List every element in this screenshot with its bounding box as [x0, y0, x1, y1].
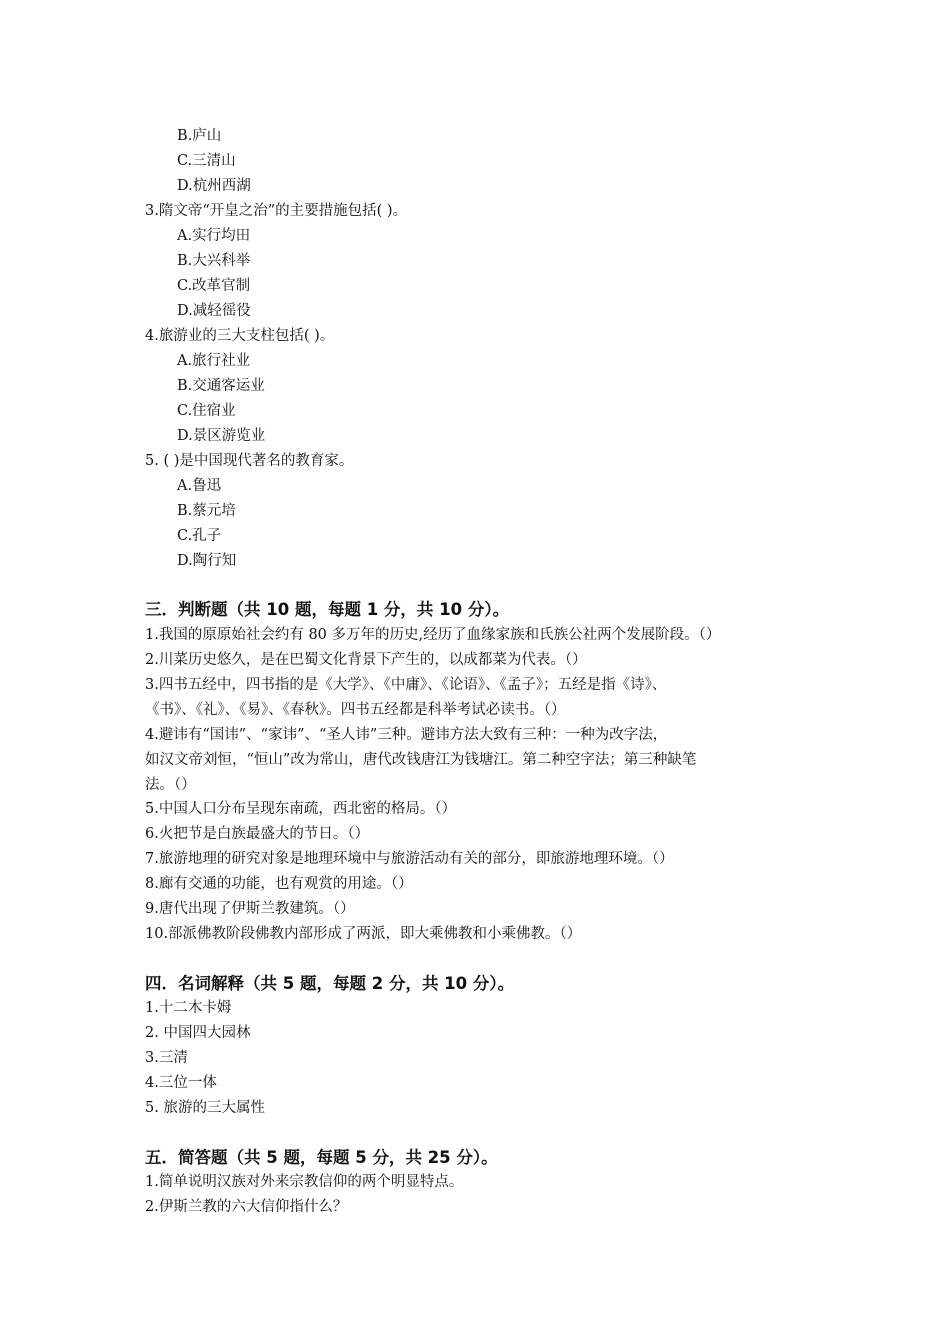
- q2-option-b: B.庐山: [177, 128, 222, 144]
- q2-option-d: D.杭州西湖: [177, 178, 251, 194]
- tf-line-3: 3.四书五经中，四书指的是《大学》、《中庸》、《论语》、《孟子》；五经是指《诗》、: [145, 677, 667, 693]
- section3-title: 三．判断题（共 10 题，每题 1 分，共 10 分）。: [145, 600, 510, 619]
- q3-option-c: C.改革官制: [177, 278, 251, 294]
- tf-line-4-end: 法。（）: [145, 777, 196, 793]
- q2-option-c: C.三清山: [177, 153, 236, 169]
- q5-option-c: C.孔子: [177, 528, 222, 544]
- tf-line-3-cont: 《书》、《礼》、《易》、《春秋》。四书五经都是科举考试必读书。（）: [145, 702, 566, 718]
- short-answer-2: 2.伊斯兰教的六大信仰指什么？: [145, 1199, 348, 1215]
- term-3: 3.三清: [145, 1050, 188, 1066]
- tf-line-7: 7.旅游地理的研究对象是地理环境中与旅游活动有关的部分，即旅游地理环境。（）: [145, 851, 674, 867]
- tf-line-1: 1.我国的原原始社会约有 80 多万年的历史,经历了血缘家族和氏族公社两个发展阶段。（）: [145, 627, 721, 643]
- q4-option-d: D.景区游览业: [177, 428, 266, 444]
- q3-option-b: B.大兴科举: [177, 253, 251, 269]
- tf-line-4-cont: 如汉文帝刘恒，“恒山”改为常山，唐代改钱唐江为钱塘江。第二种空字法；第三种缺笔: [145, 752, 697, 768]
- q3-option-d: D.减轻徭役: [177, 303, 251, 319]
- tf-line-10: 10.部派佛教阶段佛教内部形成了两派，即大乘佛教和小乘佛教。（）: [145, 926, 582, 942]
- q5-option-b: B.蔡元培: [177, 503, 236, 519]
- term-1: 1.十二木卡姆: [145, 1000, 232, 1016]
- term-5: 5. 旅游的三大属性: [145, 1100, 265, 1116]
- short-answer-1: 1.简单说明汉族对外来宗教信仰的两个明显特点。: [145, 1174, 464, 1190]
- q4-stem: 4.旅游业的三大支柱包括( )。: [145, 328, 335, 344]
- tf-line-8: 8.廊有交通的功能，也有观赏的用途。（）: [145, 876, 413, 892]
- tf-line-4: 4.避讳有“国讳”、“家讳”、“圣人讳”三种。避讳方法大致有三种：一种为改字法，: [145, 727, 668, 743]
- tf-line-6: 6.火把节是白族最盛大的节日。（）: [145, 826, 370, 842]
- q5-option-a: A.鲁迅: [177, 478, 222, 494]
- section4-title: 四．名词解释（共 5 题，每题 2 分，共 10 分）。: [145, 974, 515, 993]
- q3-stem: 3.隋文帝“开皇之治”的主要措施包括( )。: [145, 203, 408, 219]
- section5-title: 五．简答题（共 5 题，每题 5 分，共 25 分）。: [145, 1148, 498, 1167]
- tf-line-9: 9.唐代出现了伊斯兰教建筑。（）: [145, 901, 355, 917]
- q4-option-a: A.旅行社业: [177, 353, 251, 369]
- q5-stem: 5. ( )是中国现代著名的教育家。: [145, 453, 354, 469]
- tf-line-2: 2.川菜历史悠久，是在巴蜀文化背景下产生的，以成都菜为代表。（）: [145, 652, 587, 668]
- term-4: 4.三位一体: [145, 1075, 217, 1091]
- q5-option-d: D.陶行知: [177, 553, 237, 569]
- q3-option-a: A.实行均田: [177, 228, 251, 244]
- tf-line-5: 5.中国人口分布呈现东南疏，西北密的格局。（）: [145, 801, 457, 817]
- q4-option-b: B.交通客运业: [177, 378, 265, 394]
- term-2: 2. 中国四大园林: [145, 1025, 251, 1041]
- q4-option-c: C.住宿业: [177, 403, 236, 419]
